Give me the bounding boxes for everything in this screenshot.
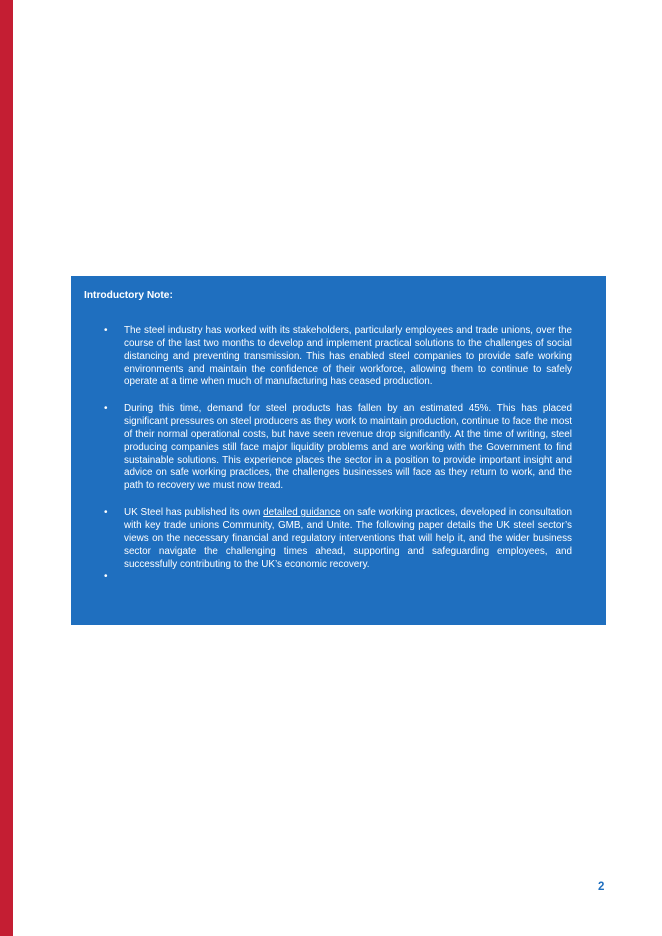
note-title: Introductory Note: (84, 290, 173, 301)
list-item (84, 325, 572, 389)
list-item-text-before-link: UK Steel has published its own (124, 507, 264, 519)
bullet-icon: • (104, 403, 108, 415)
empty-list-item (84, 571, 572, 584)
list-item-text: The steel industry has worked with its stakeholders, particularly employees and trade unions, over the course of the last two months to develop and implement practical solutions to the challenges of social distancing and preventing transmission. This has enabled steel companies to provide safe working environments and maintain the confidence of their workforce, allowing them to continue to safely operate at a time when much of manufacturing has ceased production. (124, 325, 572, 388)
note-bullet-list (84, 325, 572, 584)
page-number: 2 (598, 881, 605, 893)
bullet-icon: • (104, 507, 108, 519)
bullet-icon: • (104, 325, 108, 336)
introductory-note-box (71, 276, 606, 625)
list-item-text-after-link: on safe working practices, developed in consultation with key trade unions Community, GMB, and Unite. The following paper details the UK steel sector’s views on the necessary financial and regulatory interventions that will help it, and the wider business sector navigate the challenging times ahead, supporting and safeguarding employees, and successfully contributing to the UK’s economic recovery. (124, 507, 572, 570)
side-accent-bar (0, 0, 13, 936)
list-item-text: During this time, demand for steel products has fallen by an estimated 45%. This has placed significant pressures on steel producers as they work to maintain production, continue to face the most of their normal operational costs, but have seen revenue drop significantly. At the time of writing, steel producing companies still face major liquidity problems and are working with the Government to find sustainable solutions. This experience places the sector in a position to provide important insight and advice on safe working practices, the challenges businesses will face as they return to work, and the path to recovery we must now tread. (124, 403, 572, 492)
list-item (84, 507, 572, 571)
detailed-guidance-link[interactable]: detailed guidance (263, 507, 341, 519)
bullet-icon: • (104, 571, 108, 583)
list-item (84, 403, 572, 493)
